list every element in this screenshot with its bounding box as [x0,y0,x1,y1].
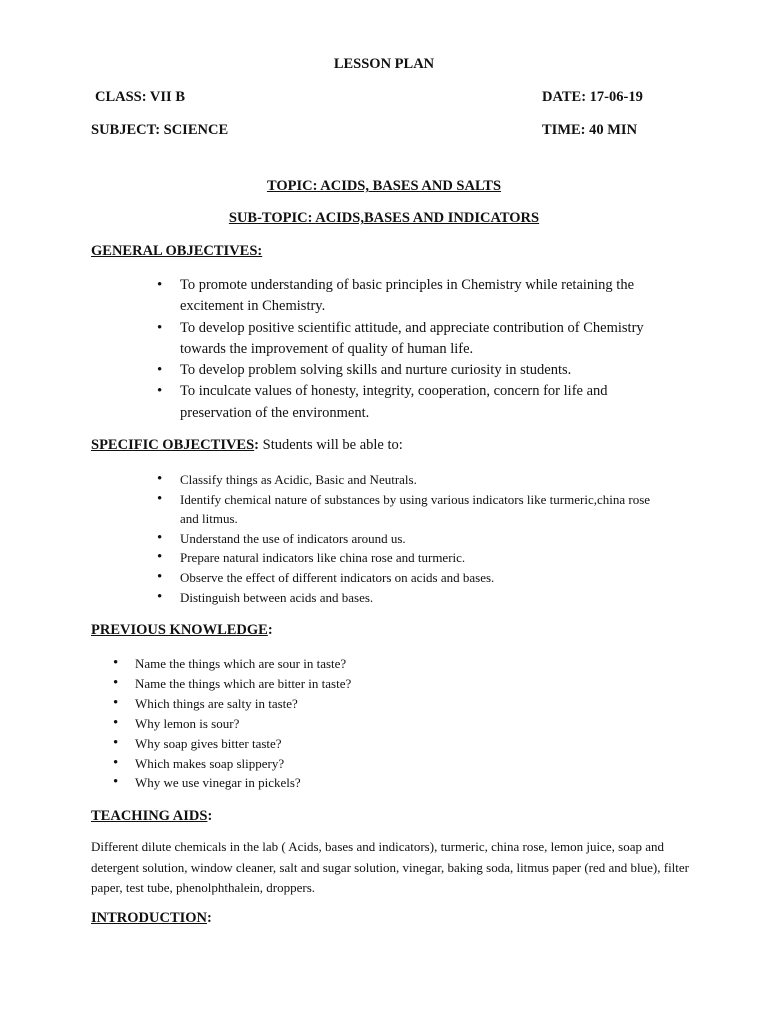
specific-objectives-heading: SPECIFIC OBJECTIVES [91,437,255,453]
list-item: • To develop positive scientific attitude, and appreciate contribution of Chemistry towards the improvement of quality of human life. [180,318,680,361]
previous-knowledge-heading: PREVIOUS KNOWLEDGE [91,622,268,638]
list-item: • Classify things as Acidic, Basic and Neutrals. [180,470,680,490]
specific-objectives-intro: Students will be able to: [259,437,403,453]
general-objectives-list [180,275,680,424]
document-title: LESSON PLAN [333,56,435,72]
topic-heading: TOPIC: ACIDS, BASES AND SALTS [266,178,502,194]
subject-label: SUBJECT: SCIENCE [91,122,229,138]
list-item: • To inculcate values of honesty, integrity, cooperation, concern for life and preservation of the environment. [180,381,680,424]
list-item: • Why soap gives bitter taste? [135,734,635,754]
teaching-aids-heading: TEACHING AIDS [91,808,208,824]
list-item: • Why lemon is sour? [135,714,635,734]
list-item: • Prepare natural indicators like china rose and turmeric. [180,548,680,568]
teaching-aids-line [91,808,212,825]
previous-knowledge-colon: : [267,622,273,638]
introduction-line [91,910,212,927]
list-item: • Understand the use of indicators around us. [180,529,680,549]
class-label: CLASS: VII B [95,89,185,105]
date-label: DATE: 17-06-19 [542,89,643,105]
general-objectives-heading: GENERAL OBJECTIVES: [91,243,263,259]
list-item: • Distinguish between acids and bases. [180,588,680,608]
list-item: • Which things are salty in taste? [135,694,635,714]
list-item: • Why we use vinegar in pickels? [135,773,635,793]
teaching-aids-text: Different dilute chemicals in the lab ( Acids, bases and indicators), turmeric, china rose, lemon juice, soap and detergent solution, window cleaner, salt and sugar solution, vinegar, baking soda, litmus paper (red and blue), filter paper, test tube, phenolphthalein, droppers. [91,839,690,895]
specific-objectives-colon: : [254,437,260,453]
time-label: TIME: 40 MIN [542,122,638,138]
teaching-aids-colon: : [207,808,213,824]
previous-knowledge-list [135,654,635,793]
list-item: • Which makes soap slippery? [135,754,635,774]
list-item: • Observe the effect of different indicators on acids and bases. [180,568,680,588]
specific-objectives-list [180,470,680,607]
list-item: • To develop problem solving skills and nurture curiosity in students. [180,360,680,381]
list-item: • To promote understanding of basic principles in Chemistry while retaining the excitement in Chemistry. [180,275,680,318]
specific-objectives-line [91,437,403,454]
introduction-colon: : [207,910,212,926]
list-item: • Name the things which are bitter in taste? [135,674,635,694]
list-item: • Name the things which are sour in taste? [135,654,635,674]
list-item: • Identify chemical nature of substances by using various indicators like turmeric,china rose and litmus. [180,490,660,529]
previous-knowledge-line [91,622,273,639]
subtopic-heading: SUB-TOPIC: ACIDS,BASES AND INDICATORS [228,210,540,226]
introduction-heading: INTRODUCTION [91,910,208,926]
